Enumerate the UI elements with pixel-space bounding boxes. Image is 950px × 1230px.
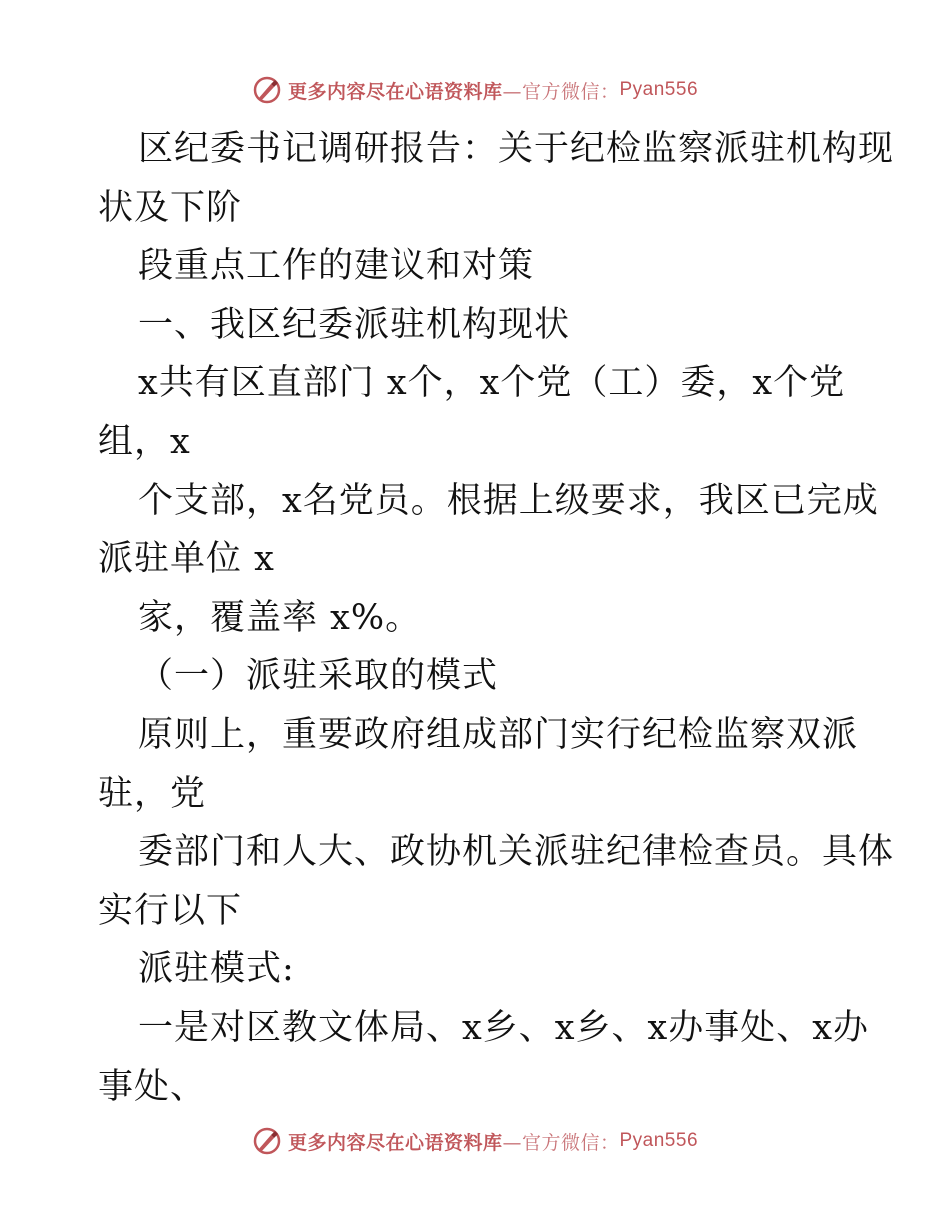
text-line: 派驻模式: — [138, 949, 295, 990]
text-line: 段重点工作的建议和对策 — [138, 246, 535, 287]
text-line: （一）派驻采取的模式 — [138, 656, 499, 697]
text-line: 个支部，x名党员。根据上级要求，我区已完成 — [138, 480, 879, 521]
pen-logo-icon — [252, 75, 282, 105]
text-line: 组，x — [98, 421, 191, 462]
text-line: 驻，党 — [98, 773, 207, 814]
text-line: 派驻单位 x — [98, 539, 275, 580]
text-line: 一是对区教文体局、x乡、x乡、x办事处、x办 — [138, 1007, 869, 1048]
watermark-main-text: 更多内容尽在心语资料库 — [287, 80, 503, 103]
text-line: 家，覆盖率 x%。 — [138, 597, 422, 638]
watermark-main-text: 更多内容尽在心语资料库 — [287, 1131, 503, 1154]
text-line: 事处、 — [98, 1066, 207, 1107]
watermark-id-text: Pyan556 — [619, 79, 699, 100]
text-line: 委部门和人大、政协机关派驻纪律检查员。具体 — [138, 832, 895, 873]
text-line: 区纪委书记调研报告：关于纪检监察派驻机构现 — [138, 129, 895, 169]
watermark-sub-text: —官方微信： — [502, 1131, 620, 1154]
text-line: 状及下阶 — [98, 187, 243, 228]
footer-watermark — [0, 1121, 950, 1161]
text-line: 实行以下 — [98, 890, 243, 931]
text-line: x共有区直部门 x个，x个党（工）委，x个党 — [138, 363, 846, 404]
pen-logo-icon — [252, 1126, 282, 1156]
text-line: 原则上，重要政府组成部门实行纪检监察双派 — [138, 714, 859, 755]
text-line: 一、我区纪委派驻机构现状 — [138, 304, 571, 345]
watermark-id-text: Pyan556 — [619, 1130, 699, 1151]
document-body — [98, 120, 895, 1116]
header-watermark — [0, 70, 950, 110]
watermark-sub-text: —官方微信： — [502, 80, 620, 103]
